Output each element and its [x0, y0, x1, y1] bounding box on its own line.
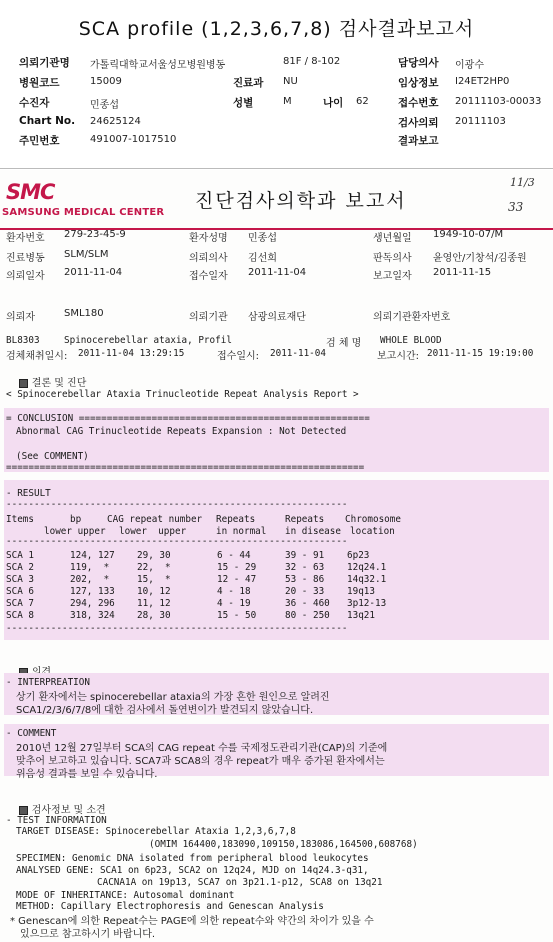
sub-header-normal: in normal [216, 526, 267, 537]
col-header-repeats-normal: Repeats [216, 514, 256, 525]
analysed-gene-line-1: ANALYSED GENE: SCA1 on 6p23, SCA2 on 12q24, MJD on 14q24.3-q31, [16, 865, 369, 876]
table-cell: 14q32.1 [347, 573, 387, 585]
handwritten-note-date: 11/3 [510, 176, 535, 189]
table-row [6, 561, 407, 573]
table-cell: 6p23 [347, 549, 370, 561]
value-receipt-time: 2011-11-04 [270, 348, 326, 359]
omim-numbers: (OMIM 164400,183090,109150,183086,164500,608768) [149, 839, 418, 850]
table-cell: 36 - 460 [285, 597, 330, 609]
inheritance-line: MODE OF INHERITANCE: Autosomal dominant [16, 890, 235, 901]
comment-label: - COMMENT [6, 728, 57, 739]
result-rule-top: ------------------------------------------------------------- [6, 499, 348, 510]
sub-header-bp: lower upper [44, 526, 106, 537]
label-reader: 판독의사 [373, 253, 412, 264]
table-cell: SCA 3 [6, 573, 34, 585]
table-cell: 29, 30 [137, 549, 171, 561]
col-header-repeats-disease: Repeats [285, 514, 325, 525]
comment-line-2: 맞추어 보고하고 있습니다. SCA7과 SCA8의 경우 repeat가 매우 증가된 환자에서는 [16, 756, 385, 767]
section-info-title: 검사정보 및 소견 [31, 805, 106, 816]
label-requesting-org: 의뢰기관 [189, 312, 228, 323]
field-value-resident-no: 491007-1017510 [90, 134, 177, 145]
field-value-receipt-no: 20111103-00033 [455, 96, 542, 107]
table-row [6, 609, 407, 621]
table-cell: 22, * [137, 561, 171, 573]
field-label-test-request: 검사의뢰 [398, 117, 439, 129]
label-receipt-time: 접수일시: [217, 351, 260, 362]
field-label-doctor: 담당의사 [398, 57, 439, 69]
table-cell: 3p12-13 [347, 597, 387, 609]
smc-logo-name: SAMSUNG MEDICAL CENTER [2, 207, 165, 218]
table-row [6, 597, 407, 609]
result-rule-bottom: ------------------------------------------------------------- [6, 623, 348, 634]
field-label-sex: 성별 [233, 97, 254, 109]
section-marker-icon [19, 806, 28, 815]
table-cell: 202, * [70, 573, 110, 585]
col-header-bp: bp [70, 514, 82, 525]
section-result-title: 결론 및 진단 [31, 378, 87, 389]
table-row [6, 585, 407, 597]
col-header-cag: CAG repeat number [107, 514, 203, 525]
analysed-gene-line-2: CACNA1A on 19p13, SCA7 on 3p21.1-p12, SCA8 on 13q21 [97, 877, 383, 888]
field-label-age: 나이 [323, 97, 344, 109]
label-patient-name: 환자성명 [189, 233, 228, 244]
handwritten-note-number: 33 [508, 200, 524, 214]
result-table [6, 549, 407, 621]
value-patient-no: 279-23-45-9 [64, 229, 126, 240]
label-collection-time: 검체채취일시: [6, 351, 68, 362]
target-disease: TARGET DISEASE: Spinocerebellar Ataxia 1,2,3,6,7,8 [16, 826, 296, 837]
value-reader: 윤영안/기창석/김종원 [433, 253, 527, 264]
table-cell: SCA 1 [6, 549, 34, 561]
table-cell: SCA 7 [6, 597, 34, 609]
field-value-clinical-info: I24ET2HP0 [455, 76, 510, 87]
field-value-doctor: 이광수 [455, 60, 484, 71]
see-comment: (See COMMENT) [16, 451, 89, 462]
table-cell: 28, 30 [137, 609, 171, 621]
field-value-requesting-org: 가톨릭대학교서울성모병원병동 [90, 60, 226, 71]
field-label-department: 진료과 [233, 77, 264, 89]
test-info-label: - TEST INFORMATION [6, 815, 107, 826]
table-cell: 13q21 [347, 609, 375, 621]
field-label-requesting-org: 의뢰기관명 [19, 57, 70, 69]
value-requesting-doctor: 김선희 [248, 253, 277, 264]
label-requester: 의뢰자 [6, 312, 35, 323]
label-specimen: 검 체 명 [326, 338, 362, 349]
value-collection-time: 2011-11-04 13:29:15 [78, 348, 185, 359]
field-value-hospital-code: 15009 [90, 76, 122, 87]
value-report-time: 2011-11-15 19:19:00 [427, 348, 534, 359]
field-value-sex: M [283, 96, 292, 107]
table-cell: 15, * [137, 573, 171, 585]
field-label-hospital-code: 병원코드 [19, 77, 60, 89]
table-cell: 294, 296 [70, 597, 115, 609]
field-label-patient: 수진자 [19, 97, 50, 109]
result-rule-mid: ------------------------------------------------------------- [6, 536, 348, 547]
table-cell: 124, 127 [70, 549, 115, 561]
label-requesting-doctor: 의뢰의사 [189, 253, 228, 264]
field-value-age: 62 [356, 96, 369, 107]
test-name: Spinocerebellar ataxia, Profil [64, 335, 232, 346]
specimen-line: SPECIMEN: Genomic DNA isolated from peripheral blood leukocytes [16, 853, 369, 864]
table-cell: 11, 12 [137, 597, 171, 609]
table-row [6, 549, 407, 561]
table-cell: 19q13 [347, 585, 375, 597]
table-cell: 20 - 33 [285, 585, 325, 597]
field-label-clinical-info: 임상정보 [398, 77, 439, 89]
value-specimen: WHOLE BLOOD [380, 335, 442, 346]
comment-line-1: 2010년 12월 27일부터 SCA의 CAG repeat 수를 국제정도관리기관(CAP)의 기준에 [16, 743, 388, 754]
field-label-result-report: 결과보고 [398, 135, 439, 147]
interpretation-label: - INTERPREATION [6, 677, 90, 688]
document-title: SCA profile (1,2,3,6,7,8) 검사결과보고서 [78, 18, 475, 40]
sub-header-cag: lower upper [119, 526, 187, 537]
label-request-date: 의뢰일자 [6, 271, 45, 282]
table-cell: 15 - 50 [217, 609, 257, 621]
col-header-items: Items [6, 514, 34, 525]
comment-line-3: 위음성 결과를 보일 수 있습니다. [16, 769, 158, 780]
col-header-chromosome: Chromosome [345, 514, 401, 525]
result-label: - RESULT [6, 488, 51, 499]
field-label-resident-no: 주민번호 [19, 135, 60, 147]
table-cell: 318, 324 [70, 609, 115, 621]
table-cell: 39 - 91 [285, 549, 325, 561]
field-label-chart-no: Chart No. [19, 115, 76, 127]
conclusion-text: Abnormal CAG Trinucleotide Repeats Expansion : Not Detected [16, 426, 347, 437]
scanned-report [0, 170, 553, 942]
field-value-test-request: 20111103 [455, 116, 506, 127]
label-org-patient-no: 의뢰기관환자번호 [373, 312, 451, 323]
table-cell: 127, 133 [70, 585, 115, 597]
table-cell: SCA 2 [6, 561, 34, 573]
value-dob: 1949-10-07/M [433, 229, 504, 240]
analysis-report-heading: < Spinocerebellar Ataxia Trinucleotide Repeat Analysis Report > [6, 389, 359, 400]
section-marker-icon [19, 379, 28, 388]
value-request-date: 2011-11-04 [64, 267, 123, 278]
test-code: BL8303 [6, 335, 40, 346]
label-dob: 생년월일 [373, 233, 412, 244]
table-cell: 10, 12 [137, 585, 171, 597]
label-report-date: 보고일자 [373, 271, 412, 282]
field-value-ward: 81F / 8-102 [283, 56, 341, 67]
smc-logo: SMC [6, 180, 55, 204]
table-cell: 15 - 29 [217, 561, 257, 573]
value-patient-name: 민종섭 [248, 233, 277, 244]
conclusion-label: = CONCLUSION ==================================================== [6, 413, 370, 424]
note-line-1: * Genescan에 의한 Repeat수는 PAGE에 의한 repeat수와 약간의 차이가 있을 수 [10, 916, 374, 927]
table-cell: SCA 6 [6, 585, 34, 597]
conclusion-rule: ================================================================ [6, 462, 365, 473]
report-title: 진단검사의학과 보고서 [195, 190, 407, 212]
value-requester: SML180 [64, 308, 104, 319]
value-report-date: 2011-11-15 [433, 267, 492, 278]
value-receipt-date: 2011-11-04 [248, 267, 307, 278]
method-line: METHOD: Capillary Electrophoresis and Genescan Analysis [16, 901, 324, 912]
sub-header-location: location [350, 526, 395, 537]
table-cell: 4 - 19 [217, 597, 251, 609]
table-cell: 4 - 18 [217, 585, 251, 597]
label-ward: 진료병동 [6, 253, 45, 264]
table-cell: 53 - 86 [285, 573, 325, 585]
field-value-department: NU [283, 76, 298, 87]
interpretation-line-1: 상기 환자에서는 spinocerebellar ataxia의 가장 흔한 원인으로 알려진 [16, 692, 330, 703]
table-cell: 32 - 63 [285, 561, 325, 573]
label-receipt-date: 접수일자 [189, 271, 228, 282]
label-report-time: 보고시간: [377, 351, 420, 362]
table-cell: 80 - 250 [285, 609, 330, 621]
field-value-chart-no: 24625124 [90, 116, 141, 127]
field-value-patient: 민종섭 [90, 100, 119, 111]
table-cell: 12 - 47 [217, 573, 257, 585]
sub-header-disease: in disease [285, 526, 341, 537]
value-requesting-org: 삼광의료재단 [248, 312, 306, 323]
value-ward: SLM/SLM [64, 249, 109, 260]
label-patient-no: 환자번호 [6, 233, 45, 244]
table-cell: 6 - 44 [217, 549, 251, 561]
report-header-sheet [0, 0, 553, 169]
field-label-receipt-no: 접수번호 [398, 97, 439, 109]
table-cell: 12q24.1 [347, 561, 387, 573]
table-cell: SCA 8 [6, 609, 34, 621]
table-row [6, 573, 407, 585]
note-line-2: 있으므로 참고하시기 바랍니다. [20, 929, 156, 940]
interpretation-line-2: SCA1/2/3/6/7/8에 대한 검사에서 돌연변이가 발견되지 않았습니다. [16, 705, 314, 716]
table-cell: 119, * [70, 561, 110, 573]
